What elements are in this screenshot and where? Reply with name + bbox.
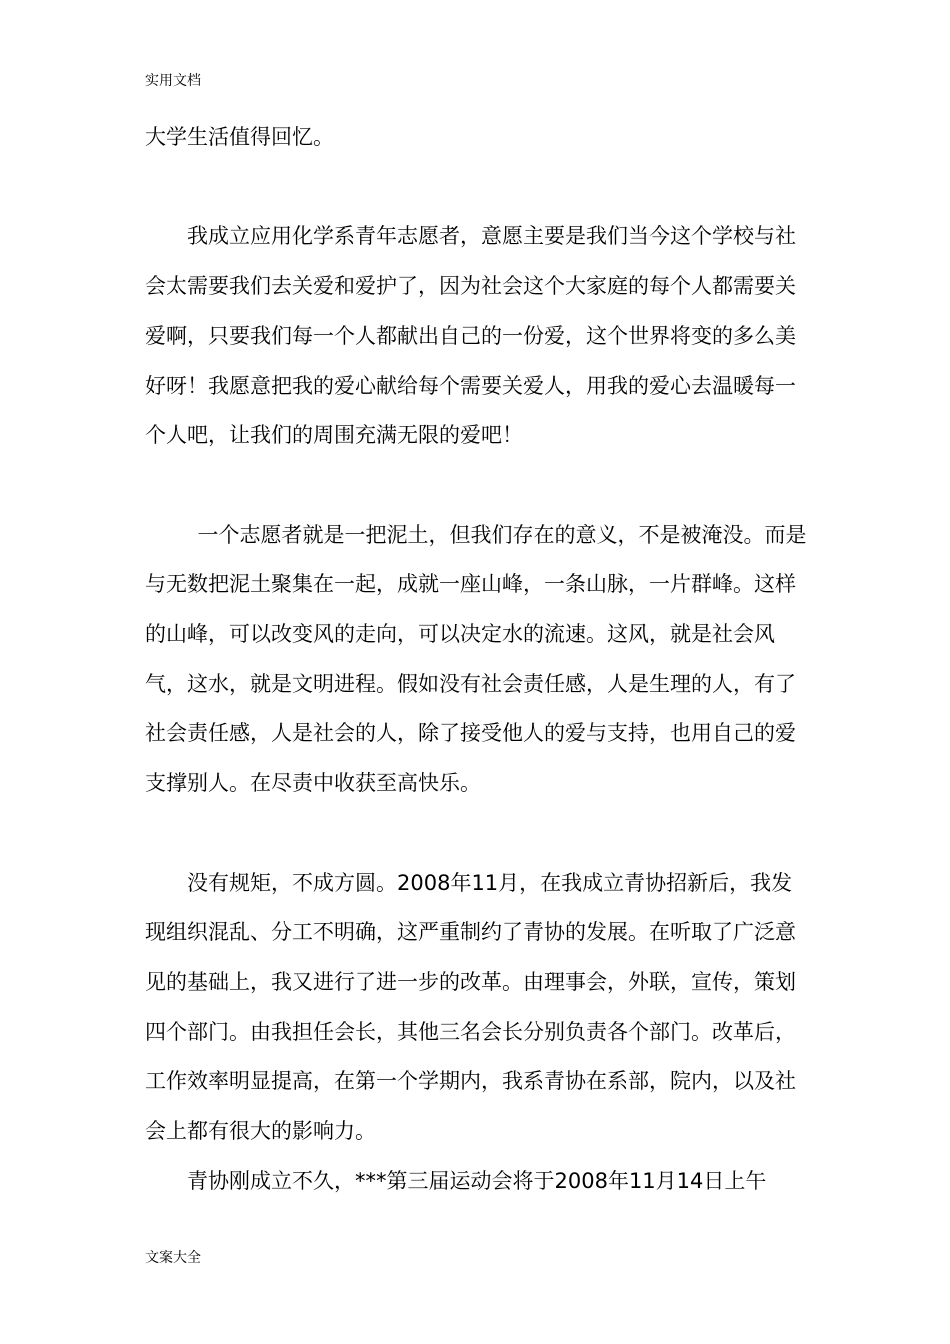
paragraph-gap [145,809,807,859]
document-body [145,113,807,1206]
paragraph-4: 没有规矩，不成方圆。2008年11月，在我成立青协招新后，我发现组织混乱、分工不明确，这严重制约了青协的发展。在听取了广泛意见的基础上，我又进行了进一步的改革。由理事会，外联，宣传，策划四个部门。由我担任会长，其他三名会长分别负责各个部门。改革后，工作效率明显提高，在第一个学期内，我系青协在系部，院内，以及社会上都有很大的影响力。 [145,870,796,1144]
paragraph-1: 大学生活值得回忆。 [145,125,334,149]
paragraph-gap [145,163,807,213]
paragraph-gap [145,461,807,511]
paragraph-2: 我成立应用化学系青年志愿者，意愿主要是我们当今这个学校与社会太需要我们去关爱和爱护了，因为社会这个大家庭的每个人都需要关爱啊，只要我们每一个人都献出自己的一份爱，这个世界将变的多么美好呀！我愿意把我的爱心献给每个需要关爱人，用我的爱心去温暖每一个人吧，让我们的周围充满无限的爱吧！ [145,224,796,448]
paragraph-3: 一个志愿者就是一把泥土，但我们存在的意义，不是被淹没。而是与无数把泥土聚集在一起，成就一座山峰，一条山脉，一片群峰。这样的山峰，可以改变风的走向，可以决定水的流速。这风，就是社会风气，这水，就是文明进程。假如没有社会责任感，人是生理的人，有了社会责任感，人是社会的人，除了接受他人的爱与支持，也用自己的爱支撑别人。在尽责中收获至高快乐。 [145,522,807,796]
page-header: 实用文档 [145,73,201,89]
page-footer: 文案大全 [145,1250,201,1266]
paragraph-5: 青协刚成立不久，***第三届运动会将于2008年11月14日上午 [187,1168,767,1193]
